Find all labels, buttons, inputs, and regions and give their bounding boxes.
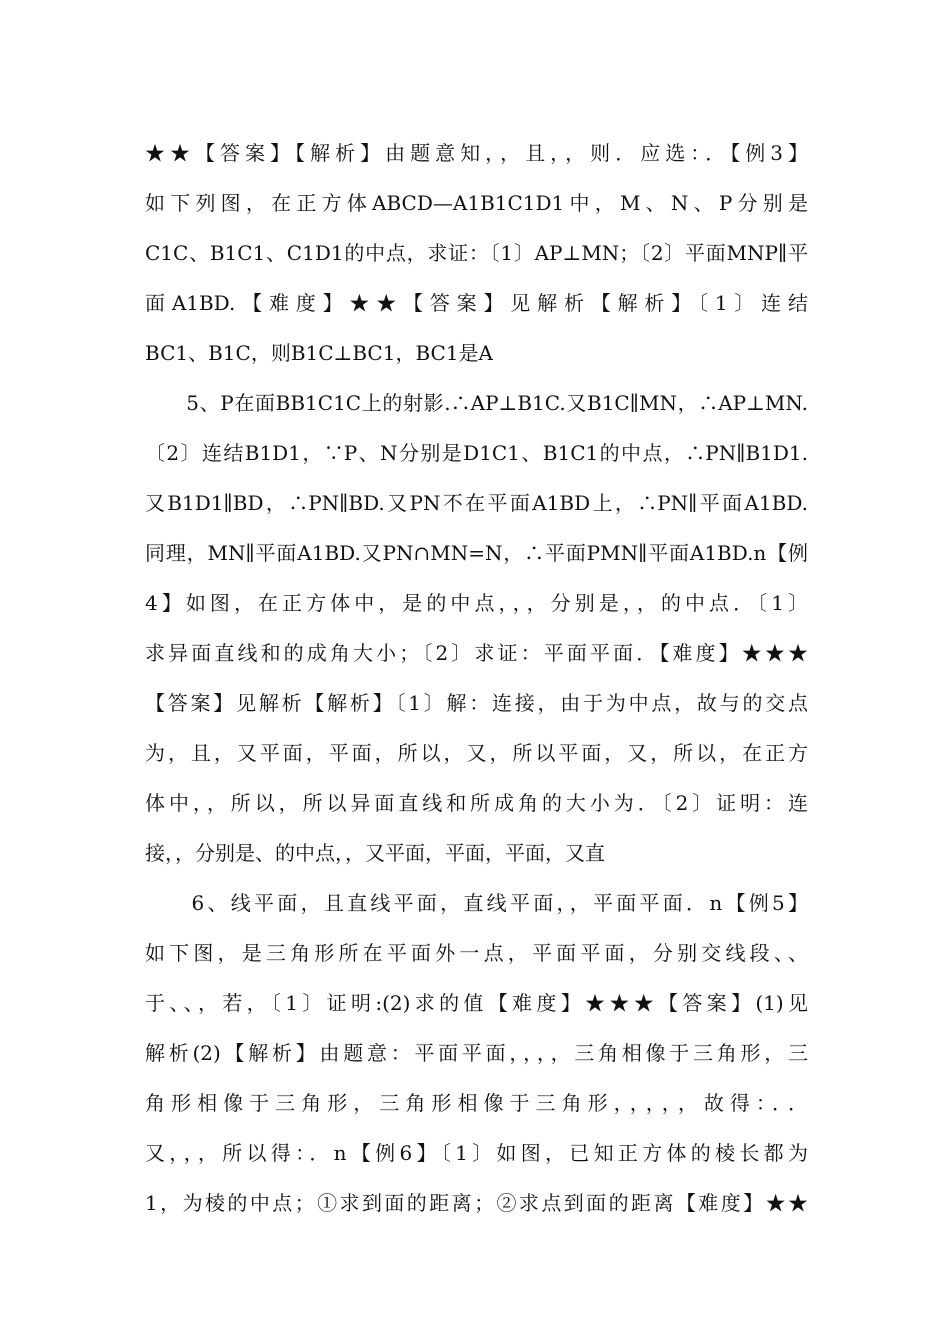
- text-line: 6、线平面，且直线平面，直线平面，，平面平面．n【例5】: [145, 891, 808, 915]
- text-line: 如下列图，在正方体ABCD—A1B1C1D1中，M、N、P分别是: [145, 191, 808, 215]
- text-line: 〔2〕连结B1D1，∵P、N分别是D1C1、B1C1的中点，∴PN∥B1D1.: [145, 441, 808, 465]
- text-line: 于、、，若，〔1〕证明:(2)求的值【难度】★★★【答案】(1)见: [145, 991, 808, 1015]
- text-line: 角形相像于三角形，三角形相像于三角形，，，，，故得：．．: [145, 1091, 808, 1115]
- text-line: 4】如图，在正方体中，是的中点，，，分别是，，的中点．〔1〕: [145, 591, 808, 615]
- text-line: 又，，，所以得：．n【例6】〔1〕如图，已知正方体的棱长都为: [145, 1141, 808, 1165]
- text-line: BC1、B1C，则B1C⊥BC1，BC1是A: [145, 341, 493, 365]
- text-line: 为，且，又平面，平面，所以，又，所以平面，又，所以，在正方: [145, 741, 808, 765]
- text-line: C1C、B1C1、C1D1的中点，求证：〔1〕AP⊥MN；〔2〕平面MNP∥平: [145, 241, 808, 265]
- text-line: ★★【答案】【解析】由题意知，，且，，则．应选：．【例3】: [145, 141, 808, 165]
- text-line: 如下图，是三角形所在平面外一点，平面平面，分别交线段、、: [145, 941, 808, 965]
- text-line: 又B1D1∥BD，∴PN∥BD.又PN不在平面A1BD上，∴PN∥平面A1BD.: [145, 491, 808, 515]
- document-body: [145, 128, 808, 1228]
- text-line: 接，，分别是、的中点，，又平面，平面，平面，又直: [145, 841, 605, 865]
- text-line: 5、P在面BB1C1C上的射影.∴AP⊥B1C.又B1C∥MN，∴AP⊥MN.: [145, 391, 808, 415]
- text-line: 同理，MN∥平面A1BD.又PN∩MN=N，∴平面PMN∥平面A1BD.n【例: [145, 541, 808, 565]
- text-line: 1，为棱的中点；①求到面的距离；②求点到面的距离【难度】★★: [145, 1191, 808, 1215]
- text-line: 体中，，所以，所以异面直线和所成角的大小为．〔2〕证明：连: [145, 791, 808, 815]
- text-line: 【答案】见解析【解析】〔1〕解：连接，由于为中点，故与的交点: [145, 691, 808, 715]
- text-line: 解析(2)【解析】由题意：平面平面，，，，三角相像于三角形，三: [145, 1041, 808, 1065]
- text-line: 面A1BD.【难度】★★【答案】见解析【解析】〔1〕连结: [145, 291, 808, 315]
- text-line: 求异面直线和的成角大小；〔2〕求证：平面平面．【难度】★★★: [145, 641, 808, 665]
